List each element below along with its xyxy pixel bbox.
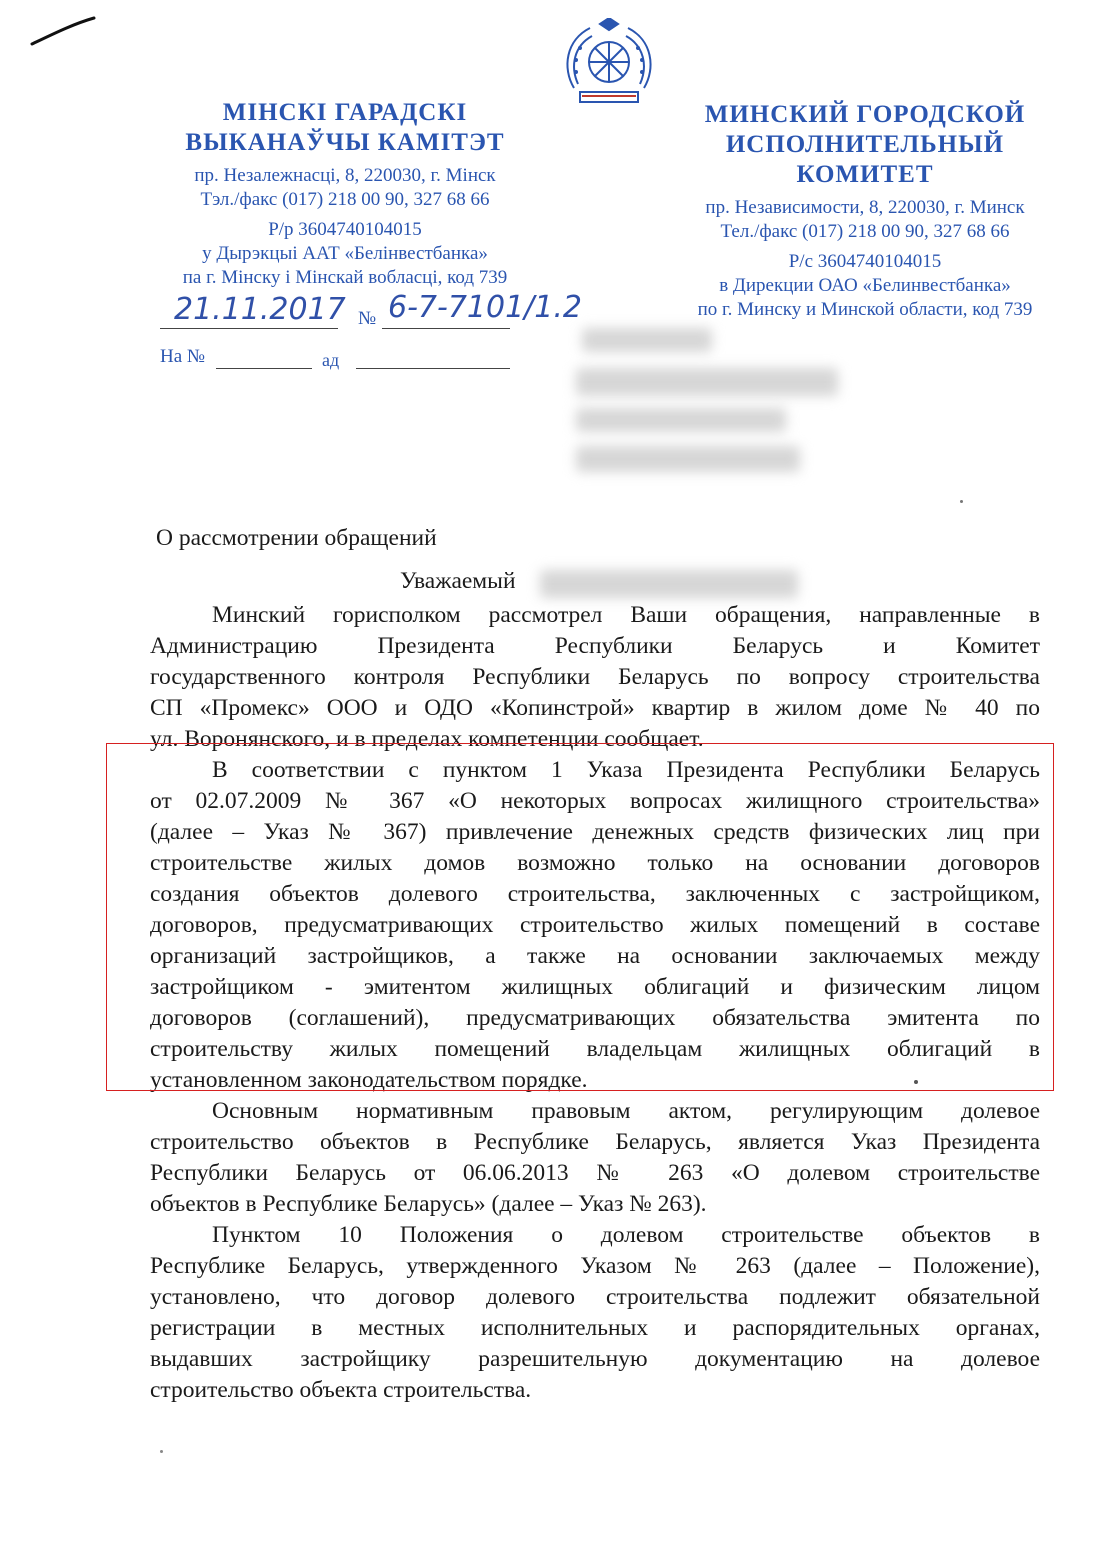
org-phone: Тел./факс (017) 218 00 90, 327 68 66 [720, 221, 1010, 242]
number-sign: № [358, 308, 377, 329]
text-line: В соответствии с пунктом 1 Указа Президента Республики Беларусь [212, 757, 1040, 783]
text-line: Пунктом 10 Положения о долевом строительстве объектов в [212, 1222, 1040, 1248]
text-line: строительству жилых помещений владельцам жилищных облигаций в [150, 1036, 1040, 1062]
text-line: организаций застройщиков, а также на основании заключаемых между [150, 943, 1040, 969]
org-account: Р/с 3604740104015 [788, 251, 942, 272]
scan-speck [160, 1450, 163, 1453]
greeting-word: Уважаемый [400, 568, 516, 594]
coat-of-arms-emblem-icon [560, 18, 658, 108]
text-line: договоров (соглашений), предусматривающих обязательства эмитента по [150, 1005, 1040, 1031]
text-line: (далее – Указ № 367) привлечение денежных средств физических лиц при [150, 819, 1040, 845]
text-line: Основным нормативным правовым актом, регулирующим долевое [212, 1098, 1040, 1124]
text-line: государственного контроля Республики Беларусь по вопросу строительства [150, 664, 1040, 690]
org-title-line: МИНСКИЙ ГОРОДСКОЙ [704, 101, 1026, 128]
org-title-line: ИСПОЛНИТЕЛЬНЫЙ КОМИТЕТ [725, 131, 1005, 188]
letterhead-belarusian [150, 98, 540, 290]
org-region: по г. Минску и Минской области, код 739 [697, 299, 1033, 320]
text-line: строительство объектов в Республике Беларусь, является Указ Президента [150, 1129, 1040, 1155]
reply-date-line [356, 368, 510, 369]
text-line: ул. Воронянского, и в пределах компетенции сообщает. [150, 726, 704, 752]
greeting [400, 568, 516, 595]
text-line: Республике Беларусь, утвержденного Указом № 263 (далее – Положение), [150, 1253, 1040, 1279]
handwritten-number: 6-7-7101/1.2 [388, 290, 582, 325]
text-line: Администрацию Президента Республики Беларусь и Комитет [150, 633, 1040, 659]
text-line: застройщиком - эмитентом жилищных облигаций и физическим лицом [150, 974, 1040, 1000]
reply-from-label: ад [322, 350, 340, 370]
number-underline [382, 328, 510, 329]
text-line: установлено, что договор долевого строительства подлежит обязательной [150, 1284, 1040, 1310]
org-bank: у Дырэкцыі ААТ «Белінвестбанка» [202, 243, 488, 264]
text-line: объектов в Республике Беларусь» (далее – Указ № 263). [150, 1191, 707, 1217]
reference-block [160, 288, 640, 388]
org-title-line: ВЫКАНАЎЧЫ КАМІТЭТ [185, 129, 505, 156]
redacted-name [540, 570, 798, 598]
letterhead-russian [660, 100, 1070, 322]
letter-subject: О рассмотрении обращений [156, 525, 437, 551]
paragraph-4 [150, 1220, 1040, 1406]
date-underline [160, 328, 338, 329]
highlight-box [106, 743, 1054, 1091]
pen-mark [28, 14, 98, 50]
text-line: установленном законодательством порядке. [150, 1067, 588, 1093]
text-line: создания объектов долевого строительства, заключенных с застройщиком, [150, 881, 1040, 907]
org-title-line: МІНСКІ ГАРАДСКІ [222, 99, 468, 126]
text-line: Минский горисполком рассмотрел Ваши обращения, направленные в [212, 602, 1040, 628]
org-phone: Тэл./факс (017) 218 00 90, 327 68 66 [200, 189, 490, 210]
paragraph-3 [150, 1096, 1040, 1220]
text-line: СП «Промекс» ООО и ОДО «Копинстрой» квартир в жилом доме № 40 по [150, 695, 1040, 721]
org-bank: в Дирекции ОАО «Белинвестбанка» [719, 275, 1011, 296]
text-line: Республики Беларусь от 06.06.2013 № 263 «О долевом строительстве [150, 1160, 1040, 1186]
text-line: от 02.07.2009 № 367 «О некоторых вопросах жилищного строительства» [150, 788, 1040, 814]
redacted-recipient-address [572, 322, 852, 480]
org-region: па г. Мінску і Мінскай вобласці, код 739 [182, 267, 508, 288]
handwritten-date: 21.11.2017 [174, 292, 346, 327]
text-line: регистрации в местных исполнительных и распорядительных органах, [150, 1315, 1040, 1341]
org-address: пр. Незалежнасці, 8, 220030, г. Мінск [194, 165, 496, 186]
text-line: строительстве жилых домов возможно только на основании договоров [150, 850, 1040, 876]
scan-speck [960, 500, 963, 503]
reply-number-line [216, 368, 312, 369]
text-line: выдавших застройщику разрешительную документацию на долевое [150, 1346, 1040, 1372]
text-line: строительство объекта строительства. [150, 1377, 532, 1403]
org-account: Р/р 3604740104015 [268, 219, 422, 240]
org-address: пр. Независимости, 8, 220030, г. Минск [705, 197, 1025, 218]
paragraph-1 [150, 600, 1040, 755]
reply-label: На № [160, 346, 206, 367]
text-line: договоров, предусматривающих строительство жилых помещений в составе [150, 912, 1040, 938]
scan-speck [914, 1080, 918, 1084]
